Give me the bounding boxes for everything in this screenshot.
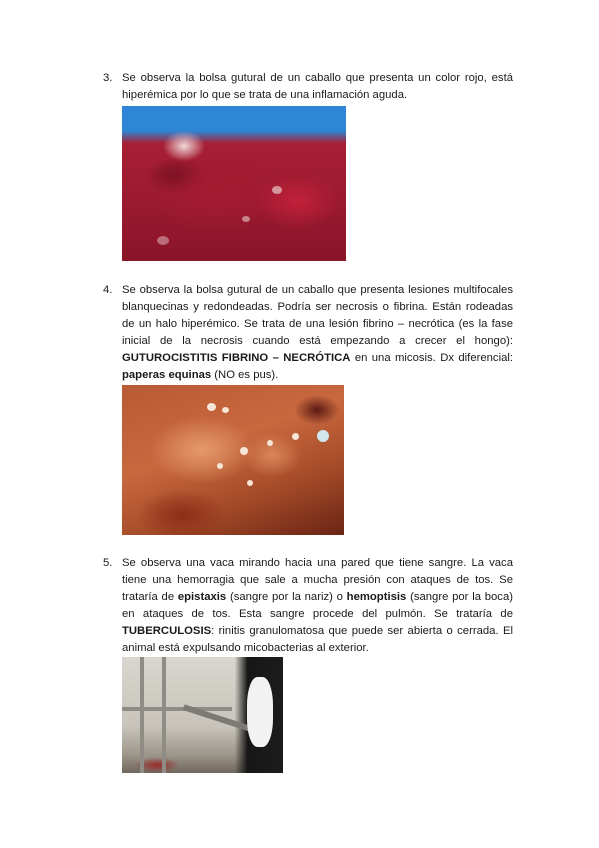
item-number: 4. <box>103 284 113 296</box>
hemoptisis-bold: hemoptisis <box>346 591 407 603</box>
differential-bold: paperas equinas <box>122 369 212 381</box>
list-item-3 <box>103 70 513 104</box>
list-item-5 <box>103 555 513 657</box>
epistaxis-bold: epistaxis <box>177 591 227 603</box>
diagnosis-bold: GUTUROCISTITIS FIBRINO – NECRÓTICA <box>122 352 351 364</box>
item-text: Se observa una vaca mirando hacia una pared que tiene sangre. La vaca tiene una hemorragia que sale a mucha presión con ataques de tos. Se trataría de epistaxis (sangre por la nariz) o hemoptisis (sangre por la boca) en ataques de tos. Esta sangre procede del pulmón. Se trataría de TUBERCULOSIS: rinitis granulomatosa que puede ser abierta o cerrada. El animal está expulsando micobacterias al exterior. <box>122 557 513 654</box>
item-text: Se observa la bolsa gutural de un caballo que presenta lesiones multifocales blanquecinas y redondeadas. Podría ser necrosis o fibrina. Están rodeadas de un halo hiperémico. Se trata de una lesión fibrino – necrótica (es la fase inicial de la necrosis cuando está empezando a crecer el hongo): GUTUROCISTITIS FIBRINO – NECRÓTICA en una micosis. Dx diferencial: paperas equinas (NO es pus). <box>122 284 514 381</box>
item-text: Se observa la bolsa gutural de un caballo que presenta un color rojo, está hiperémica por lo que se trata de una inflamación aguda. <box>122 72 513 101</box>
item-number: 5. <box>103 557 113 569</box>
list-item-4 <box>103 282 513 384</box>
item-number: 3. <box>103 72 113 84</box>
guttural-pouch-fibrinonecrotic-photo <box>122 385 344 535</box>
tuberculosis-bold: TUBERCULOSIS <box>122 625 212 637</box>
cow-hemorrhage-photo <box>122 657 283 773</box>
guttural-pouch-hyperemic-photo <box>122 106 346 261</box>
